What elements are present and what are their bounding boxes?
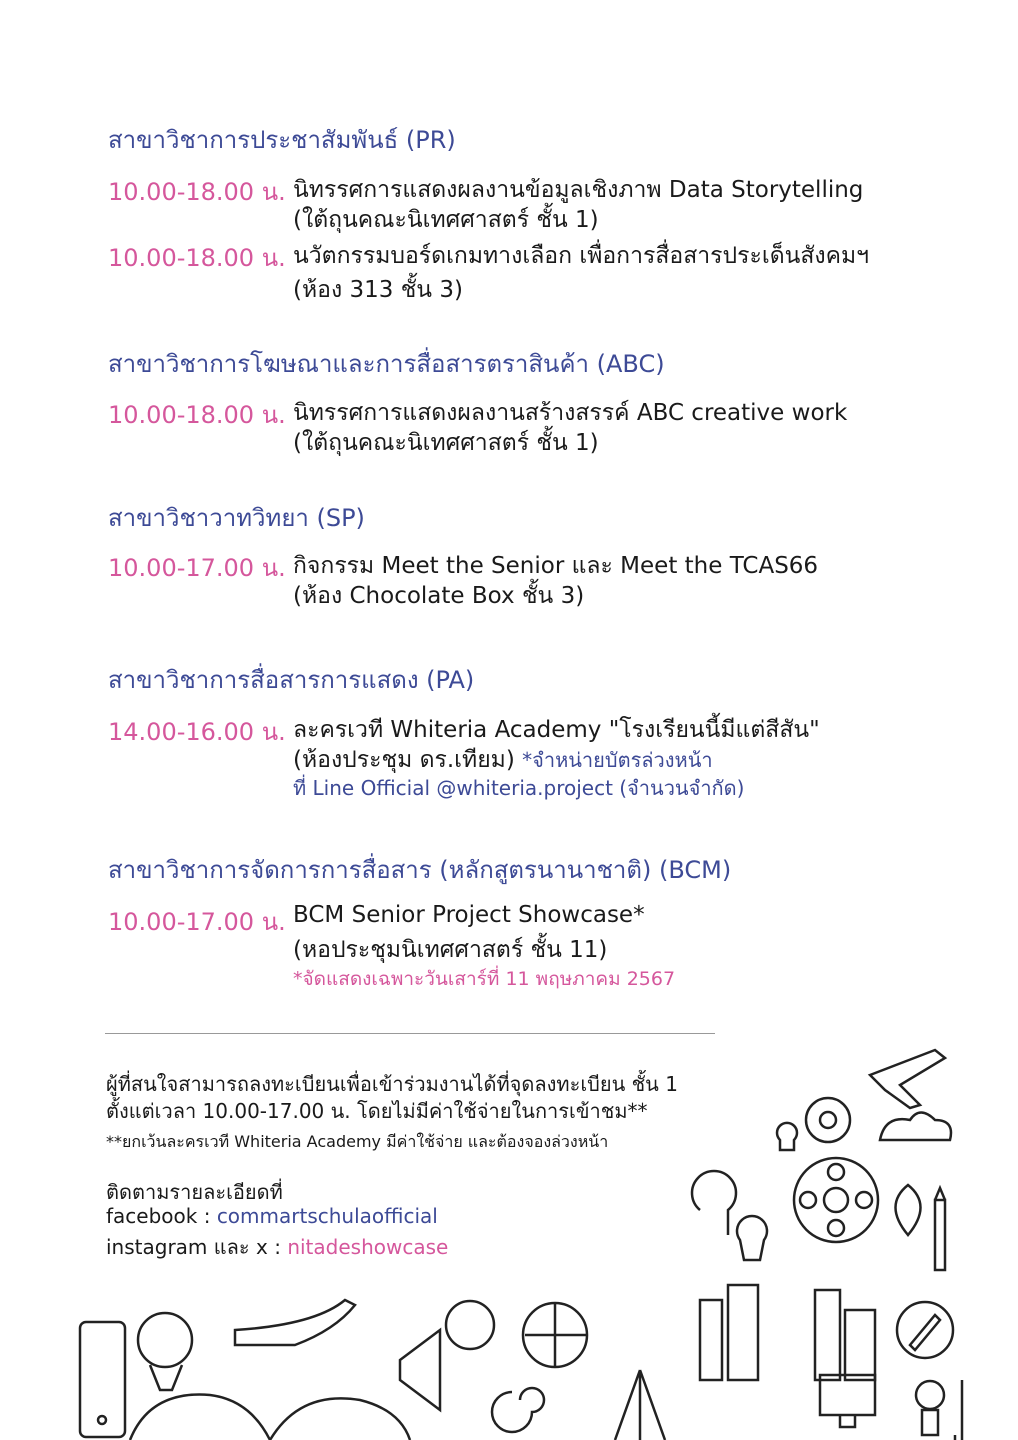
event-title: นิทรรศการแสดงผลงานสร้างสรรค์ ABC creative work <box>293 400 848 426</box>
facebook-link[interactable]: commartschulaofficial <box>216 1204 438 1228</box>
ticket-note: *จำหน่ายบัตรล่วงหน้า <box>522 748 713 772</box>
lamp-icon <box>916 1381 944 1435</box>
lightbulb-icon <box>737 1123 797 1260</box>
event-title: นิทรรศการแสดงผลงานข้อมูลเชิงภาพ Data Storytelling <box>293 177 864 203</box>
heading-abc: สาขาวิชาการโฆษณาและการสื่อสารตราสินค้า (ABC) <box>108 350 665 378</box>
airplane-icon <box>870 1050 945 1108</box>
rocket-icon <box>897 1302 953 1358</box>
event-time: 14.00-16.00 น. <box>108 718 286 746</box>
event-location-text: (ห้องประชุม ดร.เทียม) <box>293 747 515 773</box>
wheel-icon <box>806 1098 850 1142</box>
event-location: (หอประชุมนิเทศศาสตร์ ชั้น 11) <box>293 937 608 963</box>
leaf-icon <box>896 1185 921 1235</box>
globe-icon <box>446 1301 587 1367</box>
event-time: 10.00-18.00 น. <box>108 178 286 206</box>
heading-pa: สาขาวิชาการสื่อสารการแสดง (PA) <box>108 666 475 694</box>
event-location: (ห้อง 313 ชั้น 3) <box>293 277 463 303</box>
registration-line2: ตั้งแต่เวลา 10.00-17.00 น. โดยไม่มีค่าใช้จ่ายในการเข้าชม** <box>106 1099 648 1123</box>
swirl-icon <box>492 1388 544 1432</box>
phone-icon <box>80 1322 125 1437</box>
tree-icon <box>692 1171 736 1235</box>
heading-pr: สาขาวิชาการประชาสัมพันธ์ (PR) <box>108 126 456 154</box>
jet-icon <box>235 1300 355 1345</box>
ticket-note-line2: ที่ Line Official @whiteria.project (จำนวนจำกัด) <box>293 776 745 800</box>
event-location: (ใต้ถุนคณะนิเทศศาสตร์ ชั้น 1) <box>293 430 599 456</box>
event-title: BCM Senior Project Showcase* <box>293 902 645 928</box>
cloud-icon <box>880 1113 951 1141</box>
follow-label: ติดตามรายละเอียดที่ <box>106 1180 283 1204</box>
event-time: 10.00-18.00 น. <box>108 401 286 429</box>
brain-icon <box>130 1395 410 1440</box>
buildings-icon <box>700 1285 875 1380</box>
pencil-icon <box>935 1188 945 1270</box>
exception-note: **ยกเว้นละครเวที Whiteria Academy มีค่าใช้จ่าย และต้องจองล่วงหน้า <box>106 1132 609 1151</box>
instagram-link[interactable]: nitadeshowcase <box>287 1235 449 1259</box>
film-reel-icon <box>794 1158 878 1242</box>
tripod-icon <box>615 1370 665 1440</box>
event-time: 10.00-18.00 น. <box>108 244 286 272</box>
balloon-icon <box>138 1313 192 1390</box>
date-note: *จัดแสดงเฉพาะวันเสาร์ที่ 11 พฤษภาคม 2567 <box>293 968 676 990</box>
event-title: ละครเวที Whiteria Academy "โรงเรียนนี้มีแต่สีสัน" <box>293 717 820 743</box>
event-time: 10.00-17.00 น. <box>108 908 286 936</box>
instagram-label: instagram และ x : <box>106 1235 288 1259</box>
event-title: กิจกรรม Meet the Senior และ Meet the TCAS66 <box>293 553 819 579</box>
computer-icon <box>820 1375 875 1427</box>
event-title: นวัตกรรมบอร์ดเกมทางเลือก เพื่อการสื่อสารประเด็นสังคมฯ <box>293 243 870 269</box>
event-location: (ใต้ถุนคณะนิเทศศาสตร์ ชั้น 1) <box>293 207 599 233</box>
event-time: 10.00-17.00 น. <box>108 554 286 582</box>
heading-sp: สาขาวิชาวาทวิทยา (SP) <box>108 504 365 532</box>
event-location: (ห้อง Chocolate Box ชั้น 3) <box>293 583 585 609</box>
registration-line1: ผู้ที่สนใจสามารถลงทะเบียนเพื่อเข้าร่วมงานได้ที่จุดลงทะเบียน ชั้น 1 <box>106 1072 678 1096</box>
heading-bcm: สาขาวิชาการจัดการการสื่อสาร (หลักสูตรนานาชาติ) (BCM) <box>108 856 732 884</box>
facebook-label: facebook : <box>106 1204 217 1228</box>
megaphone-icon <box>400 1330 440 1410</box>
